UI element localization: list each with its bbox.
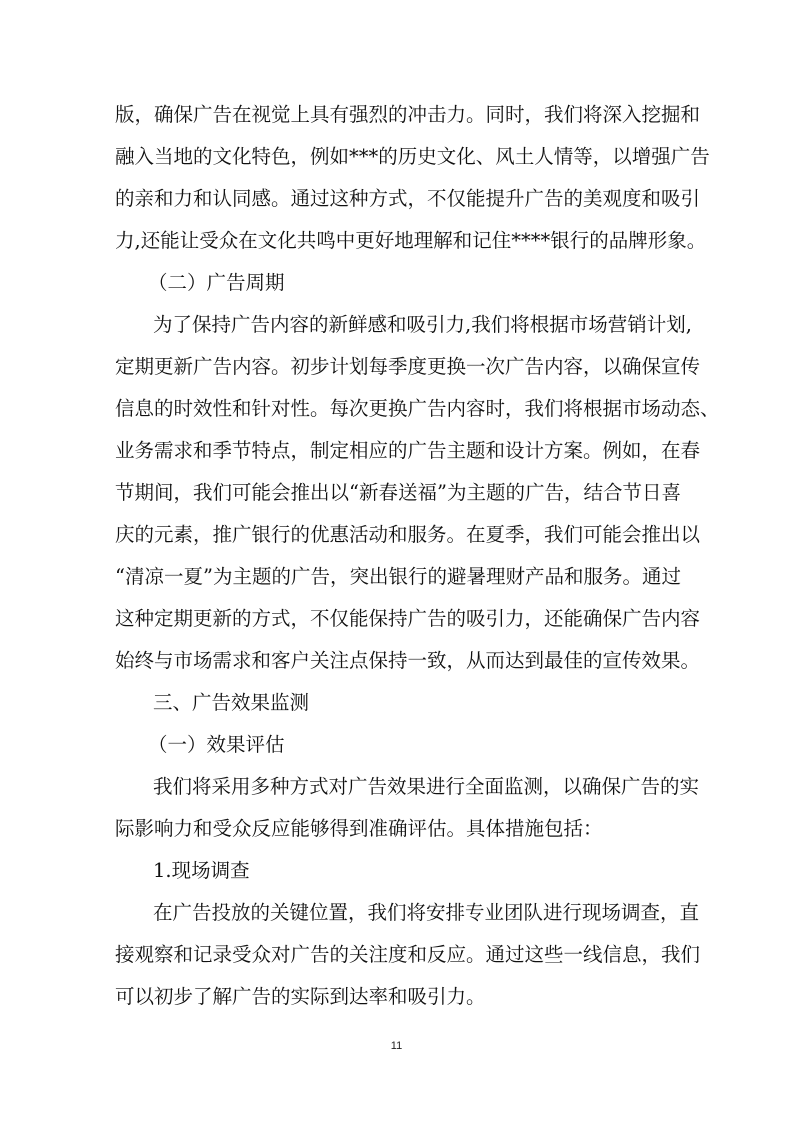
body-text-line: 融入当地的文化特色，例如***的历史文化、风土人情等，以增强广告 <box>115 145 710 168</box>
section-heading-evaluation: （一）效果评估 <box>148 733 285 756</box>
body-text-line: 庆的元素，推广银行的优惠活动和服务。在夏季，我们可能会推出以 <box>115 523 701 546</box>
body-text-line: “清凉一夏”为主题的广告，突出银行的避暑理财产品和服务。通过 <box>115 565 681 588</box>
body-text-line: 始终与市场需求和客户关注点保持一致，从而达到最佳的宣传效果。 <box>115 649 701 672</box>
body-text-line: 版，确保广告在视觉上具有强烈的冲击力。同时，我们将深入挖掘和 <box>115 103 701 126</box>
body-text-line: 力,还能让受众在文化共鸣中更好地理解和记住****银行的品牌形象。 <box>115 229 707 252</box>
section-heading-ad-cycle: （二）广告周期 <box>148 271 285 294</box>
body-text-line: 业务需求和季节特点，制定相应的广告主题和设计方案。例如，在春 <box>115 439 701 462</box>
section-heading-field-survey: 1.现场调查 <box>153 859 250 882</box>
body-text-line: 我们将采用多种方式对广告效果进行全面监测，以确保广告的实 <box>153 775 700 798</box>
body-text-line: 的亲和力和认同感。通过这种方式，不仅能提升广告的美观度和吸引 <box>115 187 701 210</box>
body-text-line: 节期间，我们可能会推出以“新春送福”为主题的广告，结合节日喜 <box>115 481 681 504</box>
page-number: 11 <box>390 1040 403 1052</box>
section-heading-monitoring: 三、广告效果监测 <box>153 691 310 714</box>
body-text-line: 为了保持广告内容的新鲜感和吸引力,我们将根据市场营销计划, <box>153 313 692 336</box>
body-text-line: 际影响力和受众反应能够得到准确评估。具体措施包括： <box>115 817 603 840</box>
body-text-line: 定期更新广告内容。初步计划每季度更换一次广告内容，以确保宣传 <box>115 355 701 378</box>
body-text-line: 在广告投放的关键位置，我们将安排专业团队进行现场调查，直 <box>153 901 700 924</box>
body-text-line: 可以初步了解广告的实际到达率和吸引力。 <box>115 985 486 1008</box>
body-text-line: 接观察和记录受众对广告的关注度和反应。通过这些一线信息，我们 <box>115 943 701 966</box>
body-text-line: 这种定期更新的方式，不仅能保持广告的吸引力，还能确保广告内容 <box>115 607 701 630</box>
body-text-line: 信息的时效性和针对性。每次更换广告内容时，我们将根据市场动态、 <box>115 397 720 420</box>
